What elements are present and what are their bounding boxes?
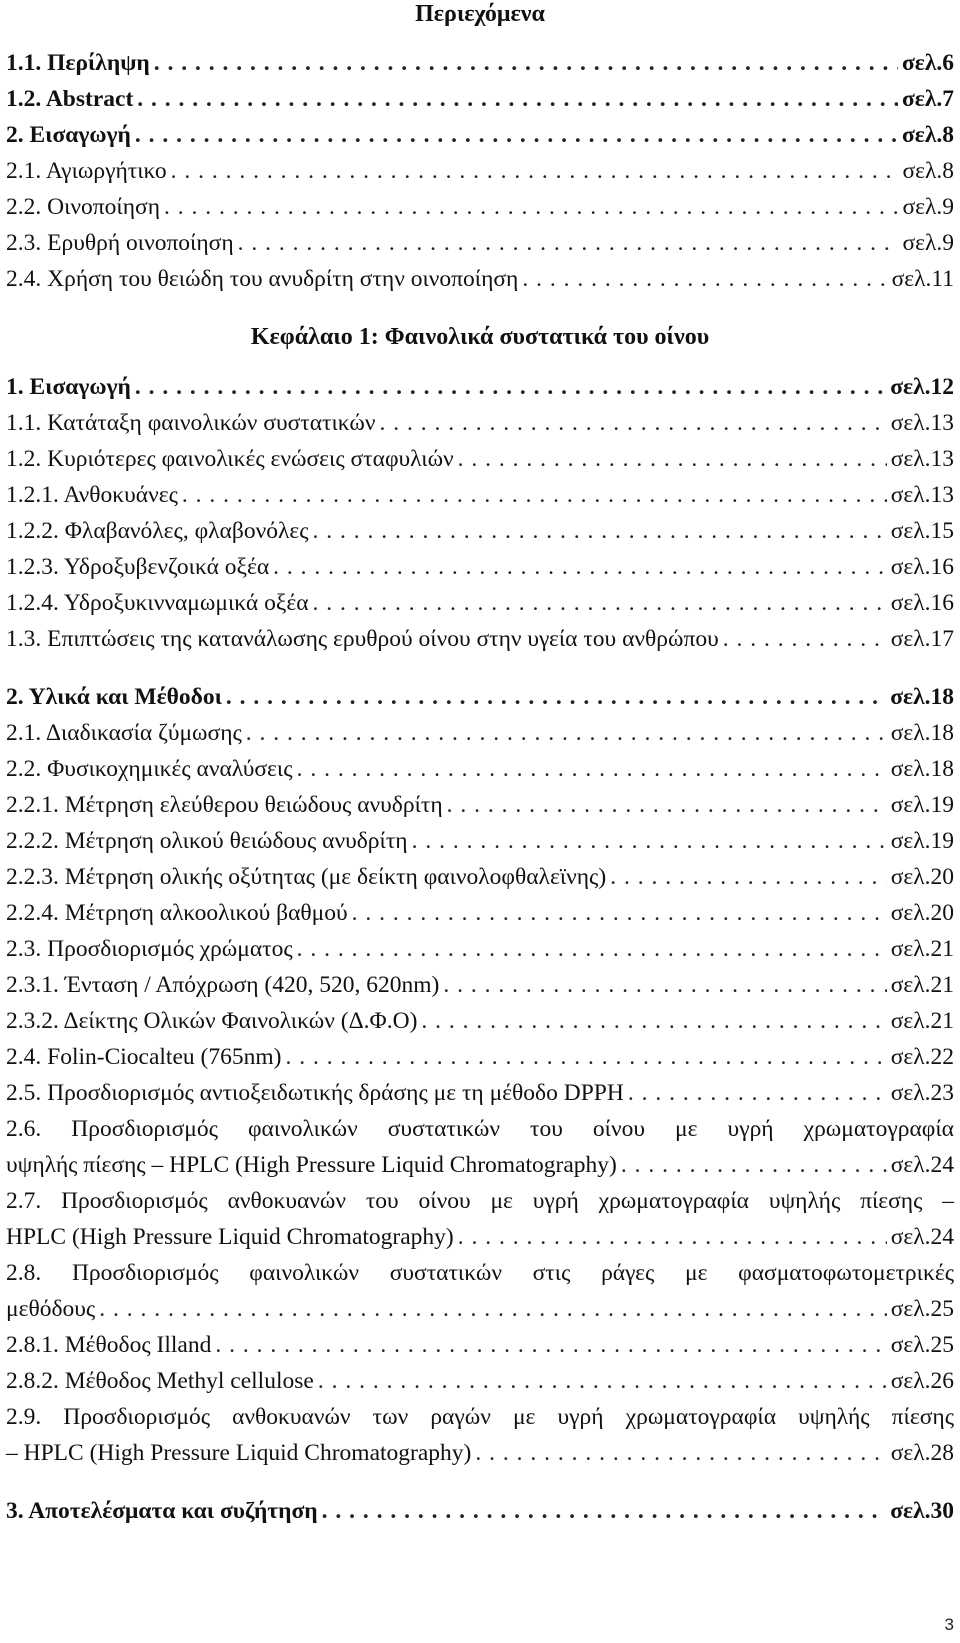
toc-entry[interactable] [6, 1363, 954, 1399]
toc-leader-dots [135, 369, 886, 406]
toc-leader-dots [458, 1219, 887, 1256]
toc-entry-label: 2.2. Φυσικοχημικές αναλύσεις [6, 756, 293, 782]
toc-page-ref: σελ.20 [890, 864, 954, 890]
toc-page-ref: σελ.25 [890, 1296, 954, 1322]
toc-entry-line2: μεθόδους [6, 1296, 96, 1322]
toc-page-ref: σελ.18 [890, 756, 954, 782]
toc-page-ref: σελ.24 [890, 1224, 954, 1250]
toc-entry-line2-row [6, 1435, 954, 1471]
toc-leader-dots [380, 405, 887, 442]
toc-entry-label: 2.4. Folin-Ciocalteu (765nm) [6, 1044, 282, 1070]
toc-page-ref: σελ.9 [902, 230, 954, 256]
toc-page-ref: σελ.20 [890, 900, 954, 926]
toc-entry-label: 1.2. Abstract [6, 86, 134, 112]
toc-leader-dots [273, 549, 887, 586]
toc-page-ref: σελ.12 [890, 374, 954, 400]
toc-leader-dots [182, 477, 887, 514]
toc-leader-dots [313, 585, 887, 622]
toc-entry-line2-row [6, 1219, 954, 1255]
toc-entry-label: 2.1. Αγιωργήτικο [6, 158, 167, 184]
toc-entry-line1: 2.8. Προσδιορισμός φαινολικών συστατικών στις ράγες με φασματοφωτομετρικές [6, 1260, 954, 1286]
toc-entry-label: 2.2.2. Μέτρηση ολικού θειώδους ανυδρίτη [6, 828, 408, 854]
toc-page-ref: σελ.24 [890, 1152, 954, 1178]
toc-entry-line1: 2.6. Προσδιορισμός φαινολικών συστατικών του οίνου με υγρή χρωματογραφία [6, 1116, 954, 1142]
toc-page-ref: σελ.8 [902, 158, 954, 184]
toc-page-ref: σελ.22 [890, 1044, 954, 1070]
toc-page-ref: σελ.30 [890, 1498, 954, 1524]
toc-leader-dots [610, 859, 886, 896]
toc-leader-dots [412, 823, 887, 860]
toc-leader-dots [171, 153, 899, 190]
toc-entry[interactable] [6, 153, 954, 189]
toc-leader-dots [246, 715, 887, 752]
toc-entry-label: 2.2.4. Μέτρηση αλκοολικού βαθμού [6, 900, 348, 926]
toc-leader-dots [99, 1291, 886, 1328]
toc-entry-line1: 2.9. Προσδιορισμός ανθοκυανών των ραγών με υγρή χρωματογραφία υψηλής πίεσης [6, 1404, 954, 1430]
toc-entry-label: 2.8.1. Μέθοδος Illand [6, 1332, 212, 1358]
toc-entry[interactable] [6, 1493, 954, 1529]
toc-leader-dots [421, 1003, 886, 1040]
toc-leader-dots [352, 895, 887, 932]
toc-page-ref: σελ.23 [890, 1080, 954, 1106]
toc-leader-dots [475, 1435, 886, 1472]
toc-leader-dots [297, 751, 887, 788]
toc-entry-line2-row [6, 1291, 954, 1327]
toc-entry[interactable] [6, 513, 954, 549]
toc-entry-label: 1.1. Κατάταξη φαινολικών συστατικών [6, 410, 376, 436]
toc-entry-label: 2. Υλικά και Μέθοδοι [6, 684, 222, 710]
toc-entry-line2: HPLC (High Pressure Liquid Chromatography) [6, 1224, 454, 1250]
toc-page-ref: σελ.18 [890, 720, 954, 746]
toc-entry-label: 1.2.3. Υδροξυβενζοικά οξέα [6, 554, 270, 580]
toc-entry[interactable] [6, 549, 954, 585]
toc-leader-dots [318, 1363, 887, 1400]
toc-leader-dots [154, 45, 898, 82]
toc-entry[interactable] [6, 1003, 954, 1039]
toc-entry[interactable] [6, 823, 954, 859]
toc-entry[interactable] [6, 369, 954, 405]
toc-entry[interactable] [6, 751, 954, 787]
toc-page-ref: σελ.26 [890, 1368, 954, 1394]
toc-entry-label: 2.5. Προσδιορισμός αντιοξειδωτικής δράσης με τη μέθοδο DPPH [6, 1080, 624, 1106]
toc-page-ref: σελ.8 [902, 122, 954, 148]
toc-group-chapter1 [6, 369, 954, 657]
toc-entry[interactable] [6, 585, 954, 621]
toc-entry[interactable] [6, 859, 954, 895]
toc-entry-label: 2.3.2. Δείκτης Ολικών Φαινολικών (Δ.Φ.Ο) [6, 1008, 418, 1034]
toc-group-results [6, 1493, 954, 1529]
toc-page-ref: σελ.25 [890, 1332, 954, 1358]
toc-entry-label: 2.8.2. Μέθοδος Methyl cellulose [6, 1368, 314, 1394]
toc-leader-dots [135, 117, 898, 154]
toc-page-ref: σελ.13 [890, 482, 954, 508]
toc-entry-label: 1.2.1. Ανθοκυάνες [6, 482, 178, 508]
toc-page-ref: σελ.28 [890, 1440, 954, 1466]
toc-page-ref: σελ.9 [902, 194, 954, 220]
toc-entry[interactable] [6, 1039, 954, 1075]
toc-leader-dots [285, 1039, 886, 1076]
toc-entry[interactable] [6, 621, 954, 657]
toc-entry[interactable] [6, 117, 954, 153]
toc-entry-label: 1.1. Περίληψη [6, 50, 150, 76]
toc-entry[interactable] [6, 895, 954, 931]
toc-leader-dots [215, 1327, 886, 1364]
toc-entry[interactable] [6, 477, 954, 513]
toc-entry-label: 1. Εισαγωγή [6, 374, 131, 400]
toc-entry-line2: – HPLC (High Pressure Liquid Chromatography) [6, 1440, 472, 1466]
toc-entry-label: 1.2. Κυριότερες φαινολικές ενώσεις σταφυλιών [6, 446, 454, 472]
toc-page-ref: σελ.13 [890, 446, 954, 472]
toc-page-ref: σελ.7 [902, 86, 954, 112]
toc-page-ref: σελ.15 [890, 518, 954, 544]
toc-page-ref: σελ.17 [890, 626, 954, 652]
toc-leader-dots [313, 513, 887, 550]
toc-entry[interactable] [6, 81, 954, 117]
toc-entry[interactable] [6, 45, 954, 81]
toc-entry-label: 2.2.1. Μέτρηση ελεύθερου θειώδους ανυδρίτη [6, 792, 443, 818]
toc-entry-label: 2.4. Χρήση του θειώδη του ανυδρίτη στην οινοποίηση [6, 266, 519, 292]
toc-entry-label: 1.2.4. Υδροξυκινναμωμικά οξέα [6, 590, 309, 616]
toc-entry-label: 3. Αποτελέσματα και συζήτηση [6, 1498, 318, 1524]
toc-page-ref: σελ.21 [890, 972, 954, 998]
toc-leader-dots [137, 81, 898, 118]
toc-entry-line2-row [6, 1147, 954, 1183]
toc-entry-label: 2.3. Προσδιορισμός χρώματος [6, 936, 293, 962]
toc-entry[interactable] [6, 225, 954, 261]
toc-leader-dots [322, 1493, 887, 1530]
toc-group-intro [6, 45, 954, 297]
toc-entry[interactable] [6, 1075, 954, 1111]
toc-entry[interactable] [6, 931, 954, 967]
toc-group-wrapped [6, 1111, 954, 1327]
toc-leader-dots [723, 621, 887, 658]
toc-entry-wrapped[interactable] [6, 1399, 954, 1471]
toc-leader-dots [164, 189, 898, 226]
toc-leader-dots [443, 967, 886, 1004]
page-number: 3 [944, 1615, 954, 1634]
toc-entry[interactable] [6, 189, 954, 225]
toc-page-ref: σελ.19 [890, 792, 954, 818]
toc-page-ref: σελ.11 [891, 266, 954, 292]
toc-title: Περιεχόμενα [415, 1, 545, 27]
toc-entry-line2: υψηλής πίεσης – HPLC (High Pressure Liquid Chromatography) [6, 1152, 617, 1178]
toc-page-ref: σελ.16 [890, 554, 954, 580]
toc-leader-dots [621, 1147, 887, 1184]
toc-entry[interactable] [6, 679, 954, 715]
toc-entry-label: 1.3. Επιπτώσεις της κατανάλωσης ερυθρού οίνου στην υγεία του ανθρώπου [6, 626, 719, 652]
toc-entry[interactable] [6, 441, 954, 477]
toc-page-ref: σελ.13 [890, 410, 954, 436]
toc-page-ref: σελ.21 [890, 1008, 954, 1034]
toc-entry-label: 2.3.1. Ένταση / Απόχρωση (420, 520, 620nm) [6, 972, 440, 998]
toc-entry-label: 2.3. Ερυθρή οινοποίηση [6, 230, 234, 256]
toc-group-methods [6, 679, 954, 1111]
toc-entry-line1: 2.7. Προσδιορισμός ανθοκυανών του οίνου με υγρή χρωματογραφία υψηλής πίεσης – [6, 1188, 954, 1214]
toc-leader-dots [238, 225, 899, 262]
toc-entry[interactable] [6, 261, 954, 297]
toc-page-ref: σελ.18 [890, 684, 954, 710]
toc-entry[interactable] [6, 1327, 954, 1363]
toc-page-ref: σελ.21 [890, 936, 954, 962]
toc-entry-wrapped[interactable] [6, 1183, 954, 1255]
toc-entry-wrapped[interactable] [6, 1111, 954, 1183]
toc-entry[interactable] [6, 715, 954, 751]
toc-entry[interactable] [6, 967, 954, 1003]
toc-leader-dots [447, 787, 887, 824]
toc-entry-label: 2.2. Οινοποίηση [6, 194, 160, 220]
toc-page-ref: σελ.6 [902, 50, 954, 76]
toc-leader-dots [628, 1075, 887, 1112]
toc-leader-dots [458, 441, 887, 478]
toc-page-ref: σελ.19 [890, 828, 954, 854]
toc-entry-label: 1.2.2. Φλαβανόλες, φλαβονόλες [6, 518, 309, 544]
toc-leader-dots [522, 261, 887, 298]
section-gap [6, 657, 954, 679]
toc-entry[interactable] [6, 787, 954, 823]
toc-entry-label: 2. Εισαγωγή [6, 122, 131, 148]
chapter-heading: Κεφάλαιο 1: Φαινολικά συστατικά του οίνου [250, 324, 710, 350]
toc-entry-wrapped[interactable] [6, 1255, 954, 1327]
toc-group-methods-cont [6, 1327, 954, 1399]
toc-page [6, 0, 954, 1529]
toc-entry[interactable] [6, 405, 954, 441]
toc-leader-dots [226, 679, 886, 716]
section-gap [6, 1471, 954, 1493]
toc-page-ref: σελ.16 [890, 590, 954, 616]
toc-leader-dots [297, 931, 887, 968]
toc-entry-label: 2.1. Διαδικασία ζύμωσης [6, 720, 242, 746]
toc-entry-label: 2.2.3. Μέτρηση ολικής οξύτητας (με δείκτη φαινολοφθαλεϊνης) [6, 864, 607, 890]
